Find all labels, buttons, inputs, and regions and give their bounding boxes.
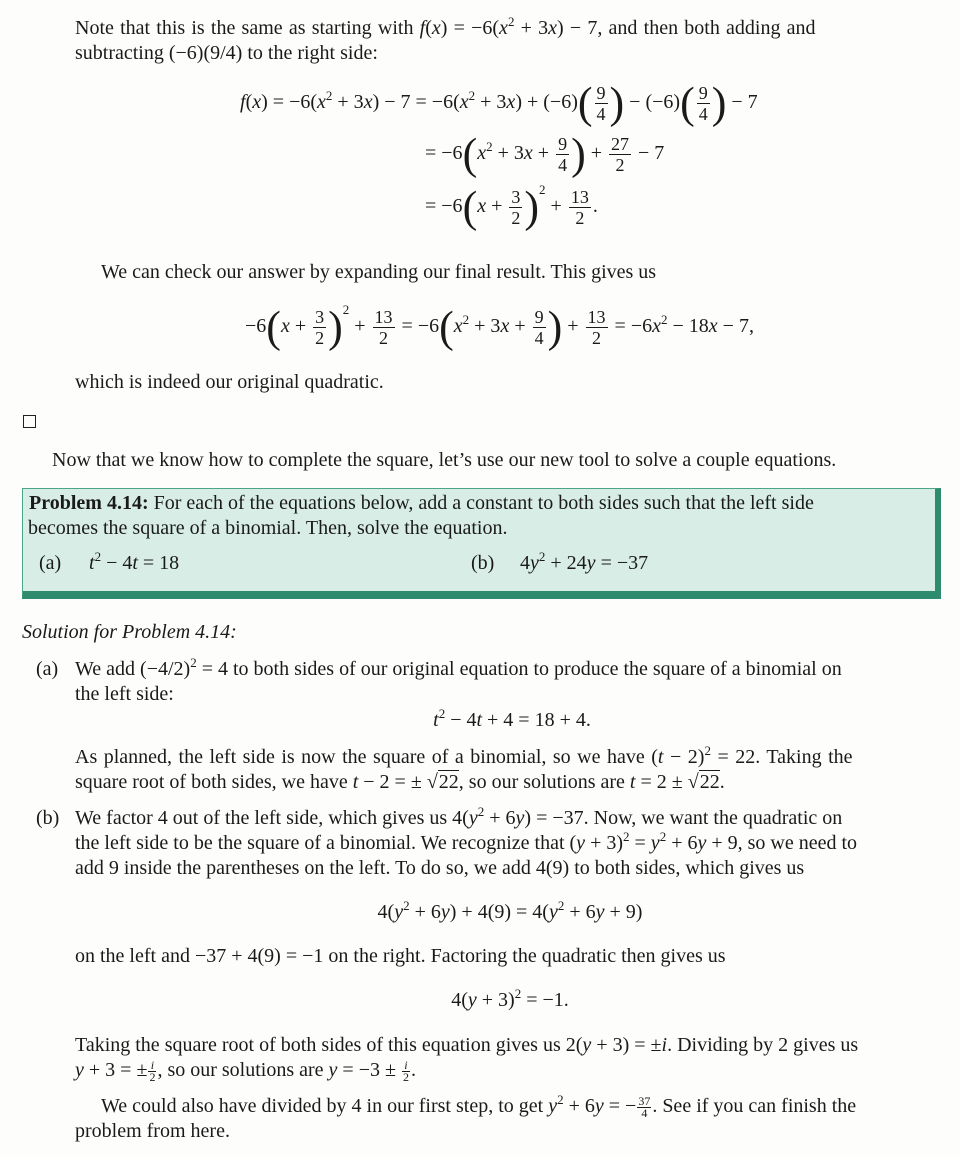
intro-line-1: Note that this is the same as starting with $f(x) = -6(x^2 + 3x) - 7$, and then both adding and — [75, 14, 816, 39]
solution-a-text-3: As planned, the left side is now the square of a binomial, so we have $(t - 2)^2 = 22$. Taking the — [75, 743, 853, 768]
solution-a-text-2: the left side: — [75, 683, 174, 705]
solution-b-text-1: We factor 4 out of the left side, which gives us $4(y^2 + 6y) = -37$. Now, we want the quadratic on — [75, 804, 843, 829]
solution-b-text-5: Taking the square root of both sides of this equation gives us 2(y + 3) = ±i. Dividing by 2 gives us — [75, 1034, 859, 1056]
intro-line-2: subtracting (−6)(9/4) to the right side: — [75, 42, 378, 64]
solution-a-label: (a) — [36, 658, 59, 680]
transition-text: Now that we know how to complete the square, let’s use our new tool to solve a couple equations. — [52, 449, 837, 471]
solution-b-label: (b) — [36, 807, 60, 829]
solution-a-text-4: square root of both sides, we have t − 2 = ± √22, so our solutions are t = 2 ± √22. — [75, 771, 725, 793]
derivation-row-3: = −6(x + $\frac{3}{2}$ )$^2$ + $\frac{13}{2}$ . — [425, 182, 598, 232]
check-text: We can check our answer by expanding our final result. This gives us — [101, 261, 657, 283]
derivation-row-1: $f(x) = -6(x^2 + 3x) - 7 = -6(x^2 + 3x) + (-6)$( $\frac{9}{4}$ ) − (−6)( $\frac{9}{4}$ ) − 7 — [240, 78, 758, 127]
problem-part-a-label: (a) — [39, 552, 62, 574]
problem-text-1: For each of the equations below, add a constant to both sides such that the left side — [153, 492, 814, 514]
solution-b-text-7: We could also have divided by 4 in our first step, to get $y^2 + 6y$ = − $\frac{37}{4}$ . See if you can finish the — [101, 1092, 857, 1120]
solution-b-text-2: the left side to be the square of a binomial. We recognize that $(y + 3)^2 = y^2 + 6y + 9$, so we need to — [75, 829, 858, 854]
solution-b-text-8: problem from here. — [75, 1120, 230, 1142]
problem-part-b-equation: $4y^2 + 24y = -37$ — [520, 549, 649, 574]
derivation — [240, 78, 758, 127]
solution-heading: Solution for Problem 4.14: — [22, 621, 237, 643]
check-equation: −6(x + $\frac{3}{2}$ )$^2$ + $\frac{13}{2}$ = $-6(x^2 + 3x$ + $\frac{9}{4}$ ) + $\frac{13}{2}$ = $-6x^2 - 18x - 7$, — [245, 302, 754, 352]
solution-b-text-6: y + 3 = ± $\frac{i}{2}$ , so our solutions are y = −3 ± $\frac{i}{2}$ . — [75, 1057, 416, 1084]
problem-box — [22, 488, 941, 599]
solution-b-display-1: $4(y^2 + 6y) + 4(9) = 4(y^2 + 6y + 9)$ — [377, 898, 643, 923]
derivation-row-2: = $-6(x^2 + 3x$ + $\frac{9}{4}$ ) + $\frac{27}{2}$ − 7 — [425, 129, 665, 179]
problem-label: Problem 4.14: — [29, 492, 149, 514]
solution-a-text-1: We add $(-4/2)^2 = 4$ to both sides of our original equation to produce the square of a binomial on — [75, 655, 842, 680]
problem-line-1 — [29, 491, 814, 516]
solution-a-display: $t^2 - 4t + 4 = 18 + 4$. — [433, 706, 591, 731]
solution-b-text-3: add 9 inside the parentheses on the left. To do so, we add 4(9) to both sides, which gives us — [75, 857, 805, 879]
problem-part-a-equation: $t^2 - 4t = 18$ — [89, 549, 180, 574]
qed-box-icon — [23, 415, 36, 428]
solution-b-text-4: on the left and −37 + 4(9) = −1 on the right. Factoring the quadratic then gives us — [75, 945, 726, 967]
problem-text-2: becomes the square of a binomial. Then, solve the equation. — [28, 517, 508, 539]
solution-b-display-2: $4(y + 3)^2 = -1$. — [451, 986, 569, 1011]
problem-part-b-label: (b) — [471, 552, 495, 574]
check-after: which is indeed our original quadratic. — [75, 371, 384, 393]
